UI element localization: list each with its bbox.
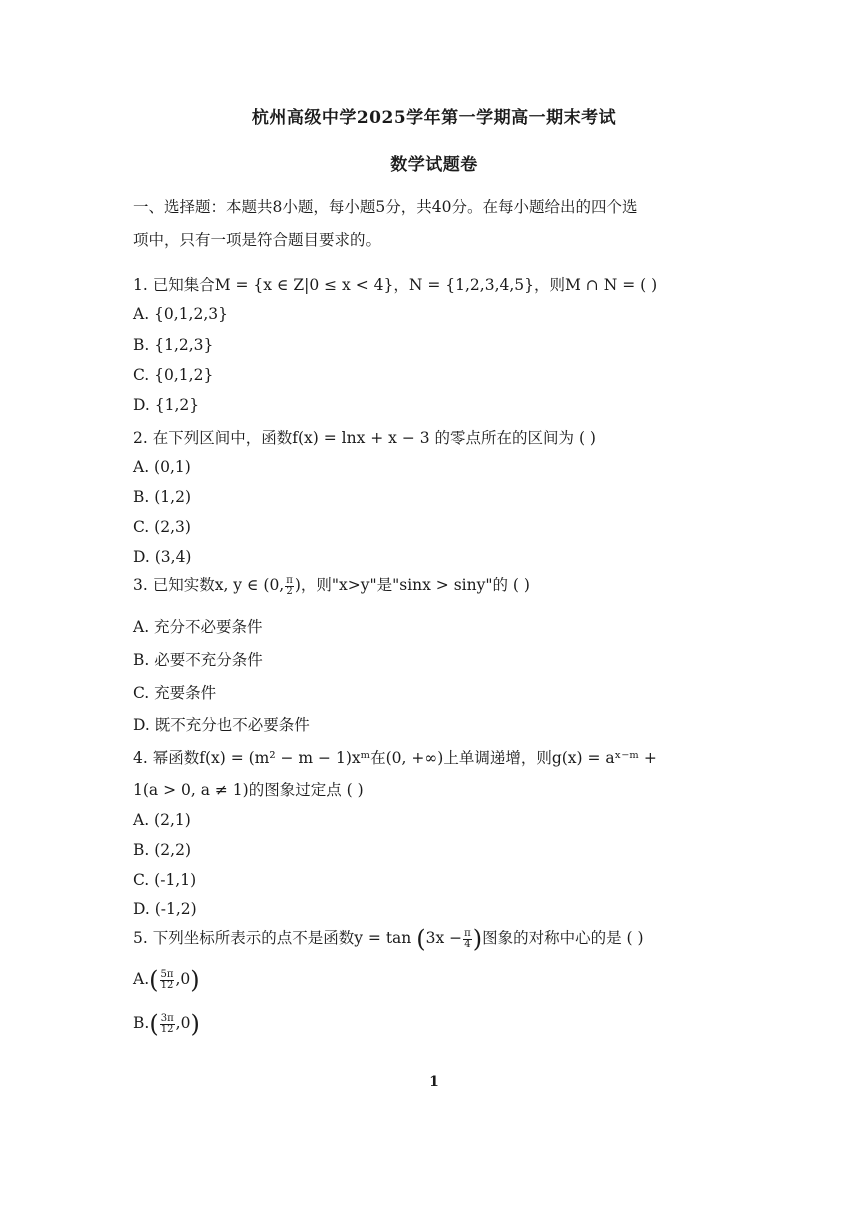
question-5-option-b bbox=[133, 1012, 200, 1036]
question-3-option-a: A. 充分不必要条件 bbox=[133, 618, 263, 636]
question-1-option-a: A. {0,1,2,3} bbox=[133, 305, 228, 323]
question-3-option-c: C. 充要条件 bbox=[133, 684, 217, 702]
question-3-stem bbox=[133, 573, 530, 597]
question-4-stem-line1: 4. 幂函数f(x) = (m² − m − 1)xᵐ在(0, +∞)上单调递增，则g(x) = aˣ⁻ᵐ + bbox=[133, 749, 657, 767]
fraction-numerator: π bbox=[286, 574, 293, 586]
right-paren: ) bbox=[190, 1010, 200, 1038]
question-4-option-d: D. (-1,2) bbox=[133, 900, 197, 918]
right-paren: ) bbox=[472, 925, 483, 953]
option-b-label: B. bbox=[133, 1014, 150, 1032]
question-3-option-d: D. 既不充分也不必要条件 bbox=[133, 716, 310, 734]
question-4-option-a: A. (2,1) bbox=[133, 811, 191, 829]
question-2-option-b: B. (1,2) bbox=[133, 488, 191, 506]
question-2-option-c: C. (2,3) bbox=[133, 518, 191, 536]
question-5-stem-inner: 3x − bbox=[425, 929, 463, 947]
question-1-stem: 1. 已知集合M = {x ∈ Z|0 ≤ x < 4}，N = {1,2,3,4,5}，则M ∩ N = ( ) bbox=[133, 276, 658, 294]
question-4-option-c: C. (-1,1) bbox=[133, 871, 197, 889]
fraction-denominator: 2 bbox=[286, 585, 293, 597]
question-5-fraction bbox=[463, 929, 472, 950]
left-paren: ( bbox=[416, 925, 426, 953]
left-paren: ( bbox=[149, 1010, 159, 1038]
page-number: 1 bbox=[429, 1074, 439, 1090]
option-a-label: A. bbox=[133, 970, 150, 988]
question-2-stem: 2. 在下列区间中，函数f(x) = lnx + x − 3 的零点所在的区间为 ( ) bbox=[133, 429, 596, 447]
exam-title: 杭州高级中学2025学年第一学期高一期末考试 bbox=[251, 108, 617, 128]
paper-title: 数学试题卷 bbox=[390, 155, 478, 175]
fraction-denominator: 4 bbox=[464, 938, 471, 950]
left-paren: ( bbox=[149, 966, 159, 994]
question-2-option-d: D. (3,4) bbox=[133, 548, 192, 566]
fraction-numerator: 3π bbox=[160, 1012, 174, 1024]
question-1-option-d: D. {1,2} bbox=[133, 396, 200, 414]
option-a-tail: ,0 bbox=[175, 970, 191, 988]
section-instructions-line1: 一、选择题：本题共8小题，每小题5分，共40分。在每小题给出的四个选 bbox=[133, 198, 638, 216]
section-instructions-line2: 项中，只有一项是符合题目要求的。 bbox=[133, 231, 382, 249]
question-2-option-a: A. (0,1) bbox=[133, 458, 191, 476]
question-3-stem-part-b: )，则"x>y"是"sinx > siny"的 ( ) bbox=[294, 576, 530, 594]
fraction-numerator: π bbox=[464, 927, 471, 939]
question-5-stem-part-a: 5. 下列坐标所表示的点不是函数y = tan bbox=[133, 929, 412, 947]
question-3-fraction bbox=[285, 576, 294, 597]
question-5-stem bbox=[133, 926, 644, 951]
option-a-fraction bbox=[160, 970, 175, 991]
option-b-fraction bbox=[160, 1014, 175, 1035]
fraction-numerator: 5π bbox=[160, 968, 174, 980]
fraction-denominator: 12 bbox=[160, 979, 174, 991]
question-5-stem-part-b: 图象的对称中心的是 ( ) bbox=[482, 929, 644, 947]
question-3-option-b: B. 必要不充分条件 bbox=[133, 651, 263, 669]
question-5-option-a bbox=[133, 968, 200, 992]
question-1-option-b: B. {1,2,3} bbox=[133, 336, 214, 354]
fraction-denominator: 12 bbox=[160, 1023, 174, 1035]
question-4-stem-line2: 1(a > 0, a ≠ 1)的图象过定点 ( ) bbox=[133, 781, 364, 799]
question-3-stem-part-a: 3. 已知实数x, y ∈ (0, bbox=[133, 576, 285, 594]
question-1-option-c: C. {0,1,2} bbox=[133, 366, 214, 384]
question-4-option-b: B. (2,2) bbox=[133, 841, 191, 859]
right-paren: ) bbox=[190, 966, 200, 994]
option-b-tail: ,0 bbox=[175, 1014, 191, 1032]
